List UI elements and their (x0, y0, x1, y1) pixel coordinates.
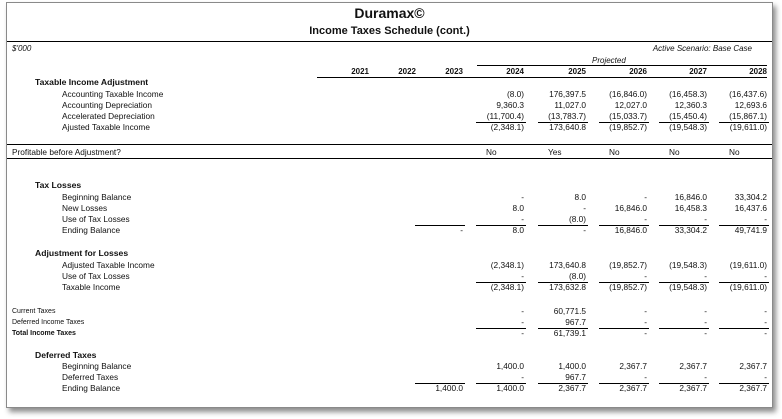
cell-2026: (19,852.7) (609, 260, 647, 270)
cell-2024: - (521, 328, 524, 338)
cell-2026: 2,367.7 (619, 383, 647, 393)
table-row (7, 260, 772, 271)
cell-2027: No (669, 147, 680, 157)
subtotal-underline (476, 328, 526, 329)
cell-2027: 2,367.7 (679, 361, 707, 371)
schedule-subtitle: Income Taxes Schedule (cont.) (309, 25, 470, 37)
subtotal-underline (599, 282, 649, 283)
section-header-tia (7, 77, 772, 88)
cell-2025: 967.7 (565, 317, 586, 327)
row-label: Profitable before Adjustment? (12, 147, 121, 157)
cell-2028: 49,741.9 (734, 225, 767, 235)
cell-2025: (8.0) (568, 214, 586, 224)
section-title: Taxable Income Adjustment (35, 77, 149, 87)
cell-2024: 8.0 (512, 203, 524, 213)
cell-2028: 2,367.7 (739, 383, 767, 393)
table-row (7, 203, 772, 214)
subtotal-underline (476, 122, 526, 123)
cell-2026: - (644, 214, 647, 224)
year-header-2025: 2025 (568, 67, 586, 76)
cell-2026: - (644, 192, 647, 202)
table-row (7, 225, 772, 236)
section-title: Deferred Taxes (35, 350, 97, 360)
row-label: Use of Tax Losses (62, 214, 130, 224)
cell-2023: 1,400.0 (435, 383, 463, 393)
cell-2028: 12,693.6 (734, 100, 767, 110)
table-row (7, 383, 772, 394)
cell-2023: - (460, 225, 463, 235)
cell-2028: - (764, 372, 767, 382)
table-row (7, 306, 772, 317)
table-row (7, 100, 772, 111)
cell-2025: 176,397.5 (549, 89, 586, 99)
cell-2028: 2,367.7 (739, 361, 767, 371)
cell-2028: (19,611.0) (729, 260, 767, 270)
cell-2024: - (521, 372, 524, 382)
year-header-2027: 2027 (689, 67, 707, 76)
cell-2027: - (704, 214, 707, 224)
table-row (7, 214, 772, 225)
cell-2026: (16,846.0) (609, 89, 647, 99)
cell-2028: 16,437.6 (734, 203, 767, 213)
cell-2027: 16,458.3 (674, 203, 707, 213)
cell-2025: 8.0 (574, 192, 586, 202)
cell-2027: - (704, 328, 707, 338)
year-header-2028: 2028 (749, 67, 767, 76)
table-row (7, 111, 772, 122)
cell-2025: (13,783.7) (548, 111, 586, 121)
cell-2026: (19,852.7) (609, 282, 647, 292)
cell-2024: - (521, 192, 524, 202)
section-header-adj (7, 248, 772, 259)
schedule-frame (6, 2, 773, 408)
cell-2026: No (609, 147, 620, 157)
table-row (7, 271, 772, 282)
subtotal-underline (719, 225, 769, 226)
table-row (7, 328, 772, 339)
cell-2025: 2,367.7 (558, 383, 586, 393)
cell-2025: 61,739.1 (553, 328, 586, 338)
cell-2026: - (644, 306, 647, 316)
cell-2024: (8.0) (506, 89, 524, 99)
cell-2024: 8.0 (512, 225, 524, 235)
cell-2024: (2,348.1) (490, 122, 524, 132)
row-label: Ajusted Taxable Income (62, 122, 150, 132)
cell-2024: (2,348.1) (490, 260, 524, 270)
row-label: Beginning Balance (62, 192, 132, 202)
cell-2024: 9,360.3 (496, 100, 524, 110)
cell-2028: - (764, 271, 767, 281)
cell-2028: - (764, 328, 767, 338)
title-divider (7, 41, 772, 42)
cell-2028: No (729, 147, 740, 157)
rule (7, 144, 772, 145)
subtotal-underline (599, 383, 649, 384)
cell-2027: (16,458.3) (669, 89, 707, 99)
cell-2028: - (764, 306, 767, 316)
cell-2028: - (764, 214, 767, 224)
row-label: Use of Tax Losses (62, 271, 130, 281)
subtotal-underline (719, 282, 769, 283)
subtotal-underline (659, 122, 709, 123)
cell-2028: (15,867.1) (729, 111, 767, 121)
row-label: New Losses (62, 203, 108, 213)
row-label: Taxable Income (62, 282, 121, 292)
subtotal-underline (476, 383, 526, 384)
year-header-2026: 2026 (629, 67, 647, 76)
cell-2025: 173,640.8 (549, 260, 586, 270)
subtotal-underline (599, 122, 649, 123)
cell-2026: 16,846.0 (614, 203, 647, 213)
cell-2025: 1,400.0 (558, 361, 586, 371)
cell-2024: 1,400.0 (496, 361, 524, 371)
units-label: $'000 (12, 44, 32, 53)
section-header-deferred (7, 350, 772, 361)
cell-2026: 16,846.0 (614, 225, 647, 235)
cell-2024: No (486, 147, 497, 157)
table-row (7, 282, 772, 293)
company-title: Duramax© (354, 5, 425, 21)
section-header-taxloss (7, 180, 772, 191)
year-header-2021: 2021 (351, 67, 369, 76)
subtotal-underline (538, 282, 588, 283)
row-label: Deferred Taxes (62, 372, 119, 382)
projected-divider (477, 65, 767, 66)
cell-2026: - (644, 328, 647, 338)
cell-2027: 16,846.0 (674, 192, 707, 202)
table-row (7, 89, 772, 100)
table-row (7, 317, 772, 328)
rule (7, 158, 772, 159)
cell-2028: 33,304.2 (734, 192, 767, 202)
cell-2028: (19,611.0) (729, 282, 767, 292)
scenario-label: Active Scenario: Base Case (652, 44, 752, 53)
cell-2027: (19,548.3) (669, 282, 707, 292)
cell-2025: 173,632.8 (549, 282, 586, 292)
subtotal-underline (719, 328, 769, 329)
subtotal-underline (719, 383, 769, 384)
subtotal-underline (415, 225, 465, 226)
year-header-2023: 2023 (445, 67, 463, 76)
table-row (7, 361, 772, 372)
table-row (7, 372, 772, 383)
cell-2025: - (583, 203, 586, 213)
subtotal-underline (659, 225, 709, 226)
cell-2026: 12,027.0 (614, 100, 647, 110)
cell-2025: (8.0) (568, 271, 586, 281)
subtotal-underline (599, 328, 649, 329)
cell-2026: - (644, 271, 647, 281)
section-title: Adjustment for Losses (35, 248, 129, 258)
cell-2027: (15,450.4) (669, 111, 707, 121)
cell-2024: (2,348.1) (490, 282, 524, 292)
subtotal-underline (599, 225, 649, 226)
cell-2024: - (521, 271, 524, 281)
subtotal-underline (659, 282, 709, 283)
row-label: Accelerated Depreciation (62, 111, 155, 121)
cell-2025: - (583, 225, 586, 235)
subtotal-underline (415, 383, 465, 384)
cell-2028: (16,437.6) (729, 89, 767, 99)
cell-2028: (19,611.0) (729, 122, 767, 132)
cell-2025: 60,771.5 (553, 306, 586, 316)
row-label: Accounting Taxable Income (62, 89, 164, 99)
cell-2025: Yes (548, 147, 562, 157)
cell-2026: (15,033.7) (609, 111, 647, 121)
cell-2027: (19,548.3) (669, 260, 707, 270)
cell-2027: - (704, 317, 707, 327)
cell-2027: - (704, 271, 707, 281)
cell-2028: - (764, 317, 767, 327)
table-row (7, 192, 772, 203)
row-label: Ending Balance (62, 383, 121, 393)
subtotal-underline (476, 282, 526, 283)
cell-2026: (19,852.7) (609, 122, 647, 132)
row-label: Accounting Depreciation (62, 100, 152, 110)
table-row (7, 147, 772, 158)
row-label: Deferred Income Taxes (12, 319, 85, 326)
cell-2025: 967.7 (565, 372, 586, 382)
cell-2024: 1,400.0 (496, 383, 524, 393)
cell-2025: 173,640.8 (549, 122, 586, 132)
subtotal-underline (538, 225, 588, 226)
table-row (7, 122, 772, 133)
subtotal-underline (538, 383, 588, 384)
subtotal-underline (538, 122, 588, 123)
cell-2024: - (521, 306, 524, 316)
cell-2027: - (704, 306, 707, 316)
cell-2024: - (521, 214, 524, 224)
subtotal-underline (659, 383, 709, 384)
row-label: Beginning Balance (62, 361, 132, 371)
cell-2027: 33,304.2 (674, 225, 707, 235)
subtotal-underline (659, 328, 709, 329)
cell-2024: (11,700.4) (486, 111, 524, 121)
cell-2025: 11,027.0 (554, 100, 586, 110)
cell-2027: 12,360.3 (674, 100, 707, 110)
subtotal-underline (476, 225, 526, 226)
section-title: Tax Losses (35, 180, 82, 190)
subtotal-underline (719, 122, 769, 123)
cell-2027: (19,548.3) (669, 122, 707, 132)
cell-2026: - (644, 372, 647, 382)
cell-2026: - (644, 317, 647, 327)
row-label: Adjusted Taxable Income (62, 260, 155, 270)
year-header-2024: 2024 (506, 67, 524, 76)
row-label: Ending Balance (62, 225, 121, 235)
row-label: Total Income Taxes (12, 330, 76, 337)
cell-2027: - (704, 372, 707, 382)
subtotal-underline (538, 328, 588, 329)
cell-2024: - (521, 317, 524, 327)
cell-2027: 2,367.7 (679, 383, 707, 393)
row-label: Current Taxes (12, 308, 56, 315)
projected-label: Projected (592, 56, 626, 65)
year-header-2022: 2022 (398, 67, 416, 76)
cell-2026: 2,367.7 (619, 361, 647, 371)
